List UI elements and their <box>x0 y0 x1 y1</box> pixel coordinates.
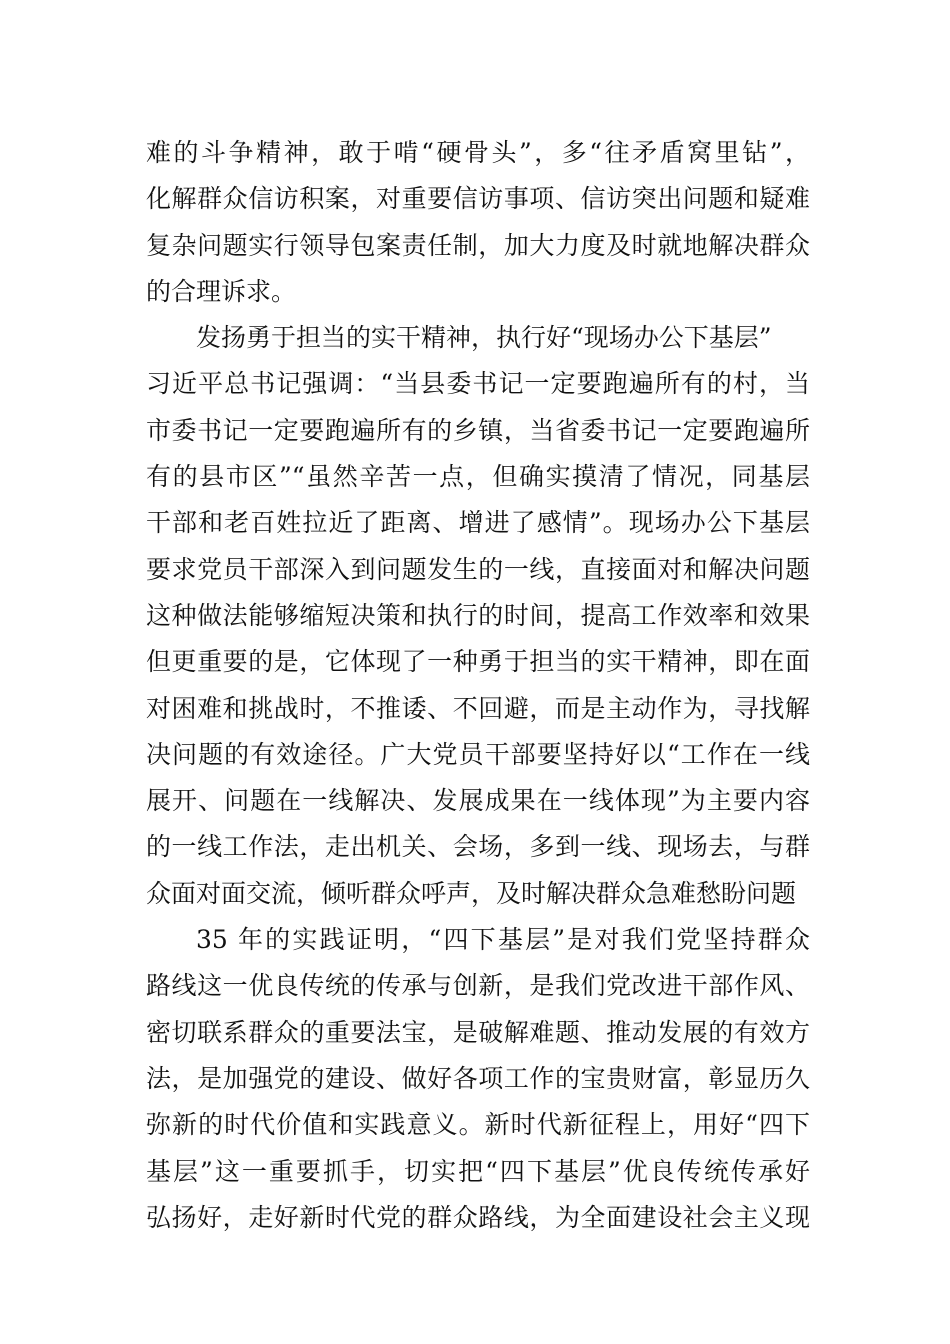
text-line: 市委书记一定要跑遍所有的乡镇，当省委书记一定要跑遍所 <box>146 415 810 445</box>
text-line: 但更重要的是，它体现了一种勇于担当的实干精神，即在面 <box>146 647 810 677</box>
text-line: 路线这一优良传统的传承与创新，是我们党改进干部作风、 <box>146 971 810 1001</box>
text-line: 法，是加强党的建设、做好各项工作的宝贵财富，彰显历久 <box>146 1063 810 1093</box>
text-line: 的一线工作法，走出机关、会场，多到一线、现场去，与群 <box>146 832 810 862</box>
text-line: 复杂问题实行领导包案责任制，加大力度及时就地解决群众 <box>146 230 810 260</box>
text-line: 习近平总书记强调：“当县委书记一定要跑遍所有的村，当 <box>146 369 810 399</box>
text-line: 这种做法能够缩短决策和执行的时间，提高工作效率和效果 <box>146 600 810 630</box>
section-heading-line: 发扬勇于担当的实干精神，执行好“现场办公下基层” <box>196 323 772 353</box>
text-line: 有的县市区”“虽然辛苦一点，但确实摸清了情况，同基层 <box>146 462 810 492</box>
text-line: 35 年的实践证明，“四下基层”是对我们党坚持群众 <box>196 925 810 955</box>
text-line: 化解群众信访积案，对重要信访事项、信访突出问题和疑难 <box>146 184 810 214</box>
text-line: 基层”这一重要抓手，切实把“四下基层”优良传统传承好 <box>146 1156 810 1186</box>
text-line: 展开、问题在一线解决、发展成果在一线体现”为主要内容 <box>146 786 810 816</box>
body-text <box>146 130 810 1241</box>
text-line: 的合理诉求。 <box>146 276 297 306</box>
text-line: 难的斗争精神，敢于啃“硬骨头”，多“往矛盾窝里钻”， <box>146 138 810 167</box>
text-line: 密切联系群众的重要法宝，是破解难题、推动发展的有效方 <box>146 1017 810 1047</box>
text-line: 弥新的时代价值和实践意义。新时代新征程上，用好“四下 <box>146 1110 810 1140</box>
text-line: 弘扬好，走好新时代党的群众路线，为全面建设社会主义现 <box>146 1202 810 1232</box>
text-line: 对困难和挑战时，不推诿、不回避，而是主动作为，寻找解 <box>146 693 810 723</box>
text-line: 要求党员干部深入到问题发生的一线，直接面对和解决问题 <box>146 554 810 584</box>
text-line: 干部和老百姓拉近了距离、增进了感情”。现场办公下基层 <box>146 508 810 538</box>
text-line: 决问题的有效途径。广大党员干部要坚持好以“工作在一线 <box>146 739 810 769</box>
text-line: 众面对面交流，倾听群众呼声，及时解决群众急难愁盼问题 <box>146 878 797 908</box>
